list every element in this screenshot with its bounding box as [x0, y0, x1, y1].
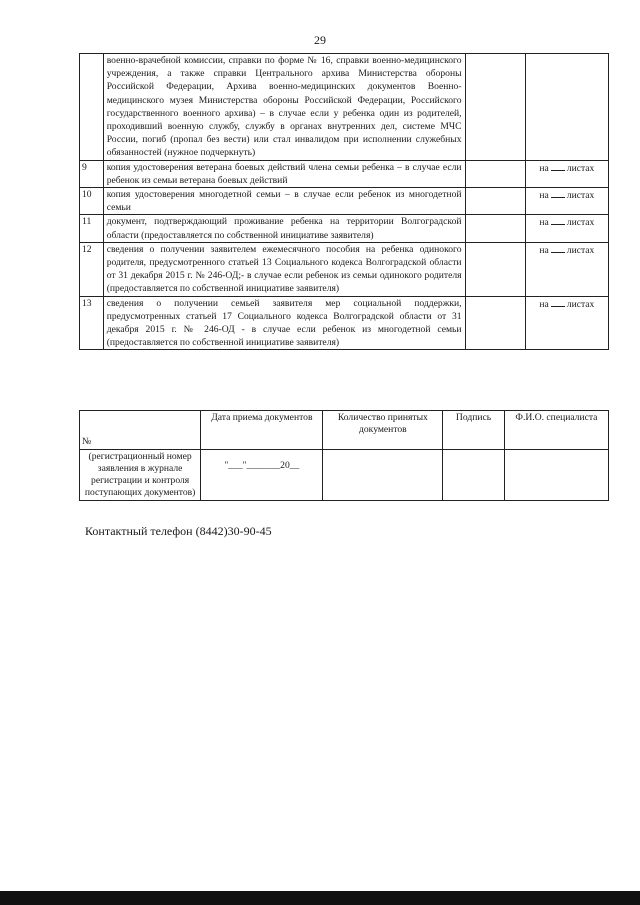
row-number: 13	[80, 296, 104, 350]
row-mark-cell	[465, 215, 525, 242]
sheets-suffix: листах	[566, 162, 595, 174]
row-number: 9	[80, 160, 104, 187]
row-number: 10	[80, 188, 104, 215]
registration-header-row	[80, 411, 609, 450]
header-signature: Подпись	[443, 411, 505, 450]
row-mark-cell	[465, 242, 525, 296]
row-sheets-count	[525, 54, 608, 161]
sheets-suffix: листах	[566, 244, 595, 256]
scan-bottom-edge	[0, 891, 640, 905]
sheets-blank-line	[551, 161, 565, 171]
contact-phone: Контактный телефон (8442)30-90-45	[85, 524, 272, 538]
document-row	[80, 54, 609, 161]
header-number	[80, 411, 201, 450]
document-row	[80, 296, 609, 350]
row-description: документ, подтверждающий проживание ребенка на территории Волгоградской области (предоставляется по собственной инициативе заявителя)	[103, 215, 465, 242]
row-sheets-count	[525, 215, 608, 242]
row-sheets-count	[525, 160, 608, 187]
header-specialist: Ф.И.О. специалиста	[504, 411, 608, 450]
row-description: копия удостоверения многодетной семьи – в случае если ребенок из многодетной семьи	[103, 188, 465, 215]
row-mark-cell	[465, 296, 525, 350]
sheets-suffix: листах	[566, 217, 595, 229]
registration-number-note: (регистрационный номер заявления в журнале регистрации и контроля поступающих документов)	[80, 450, 201, 501]
header-count: Количество принятых документов	[323, 411, 443, 450]
sheets-blank-line	[551, 297, 565, 307]
document-row	[80, 242, 609, 296]
signature-cell	[443, 450, 505, 501]
document-row	[80, 188, 609, 215]
row-mark-cell	[465, 54, 525, 161]
row-number: 12	[80, 242, 104, 296]
registration-table	[79, 410, 609, 501]
row-description: копия удостоверения ветерана боевых действий члена семьи ребенка – в случае если ребенок из семьи ветерана боевых действий	[103, 160, 465, 187]
row-description: сведения о получении семьей заявителя мер социальной поддержки, предусмотренных статьей 17 Социального кодекса Волгоградской области от 31 декабря 2015 г. № 246-ОД - в случае если ребенок из многодетной семьи (предоставляется по собственной инициативе заявителя)	[103, 296, 465, 350]
sheets-prefix: на	[539, 162, 549, 174]
page-number: 29	[314, 33, 326, 47]
row-mark-cell	[465, 160, 525, 187]
row-sheets-count	[525, 296, 608, 350]
documents-table	[79, 53, 609, 350]
date-received-field: "___"_______20__	[201, 450, 323, 501]
sheets-blank-line	[551, 215, 565, 225]
sheets-prefix: на	[539, 190, 549, 202]
row-sheets-count	[525, 188, 608, 215]
sheets-prefix: на	[539, 298, 549, 310]
sheets-blank-line	[551, 243, 565, 253]
row-sheets-count	[525, 242, 608, 296]
registration-data-row	[80, 450, 609, 501]
sheets-blank-line	[551, 188, 565, 198]
header-number-label: №	[82, 436, 92, 447]
row-number	[80, 54, 104, 161]
sheets-suffix: листах	[566, 190, 595, 202]
documents-count-cell	[323, 450, 443, 501]
row-description: военно-врачебной комиссии, справки по форме № 16, справки военно-медицинского учреждения, а также справки Центрального архива Министерства обороны Российской Федерации, Архива военно-медицинских документов Военно-медицинского музея Министерства обороны Российской Федерации, Российского государственного военного архива) – в случае если у ребенка один из родителей, проходивший военную службу, службу в органах внутренних дел, системе МЧС России, погиб (пропал без вести) или стал инвалидом при исполнении служебных обязанностей (нужное подчеркнуть)	[103, 54, 465, 161]
sheets-prefix: на	[539, 244, 549, 256]
document-row	[80, 160, 609, 187]
row-mark-cell	[465, 188, 525, 215]
row-number: 11	[80, 215, 104, 242]
row-description: сведения о получении заявителем ежемесячного пособия на ребенка одинокого родителя, предусмотренного статьей 13 Социального кодекса Волгоградской области от 31 декабря 2015 г. № 246-ОД;- в случае если ребенок из семьи одинокого родителя (предоставляется по собственной инициативе заявителя)	[103, 242, 465, 296]
header-date: Дата приема документов	[201, 411, 323, 450]
document-row	[80, 215, 609, 242]
sheets-prefix: на	[539, 217, 549, 229]
specialist-name-cell	[504, 450, 608, 501]
sheets-suffix: листах	[566, 298, 595, 310]
